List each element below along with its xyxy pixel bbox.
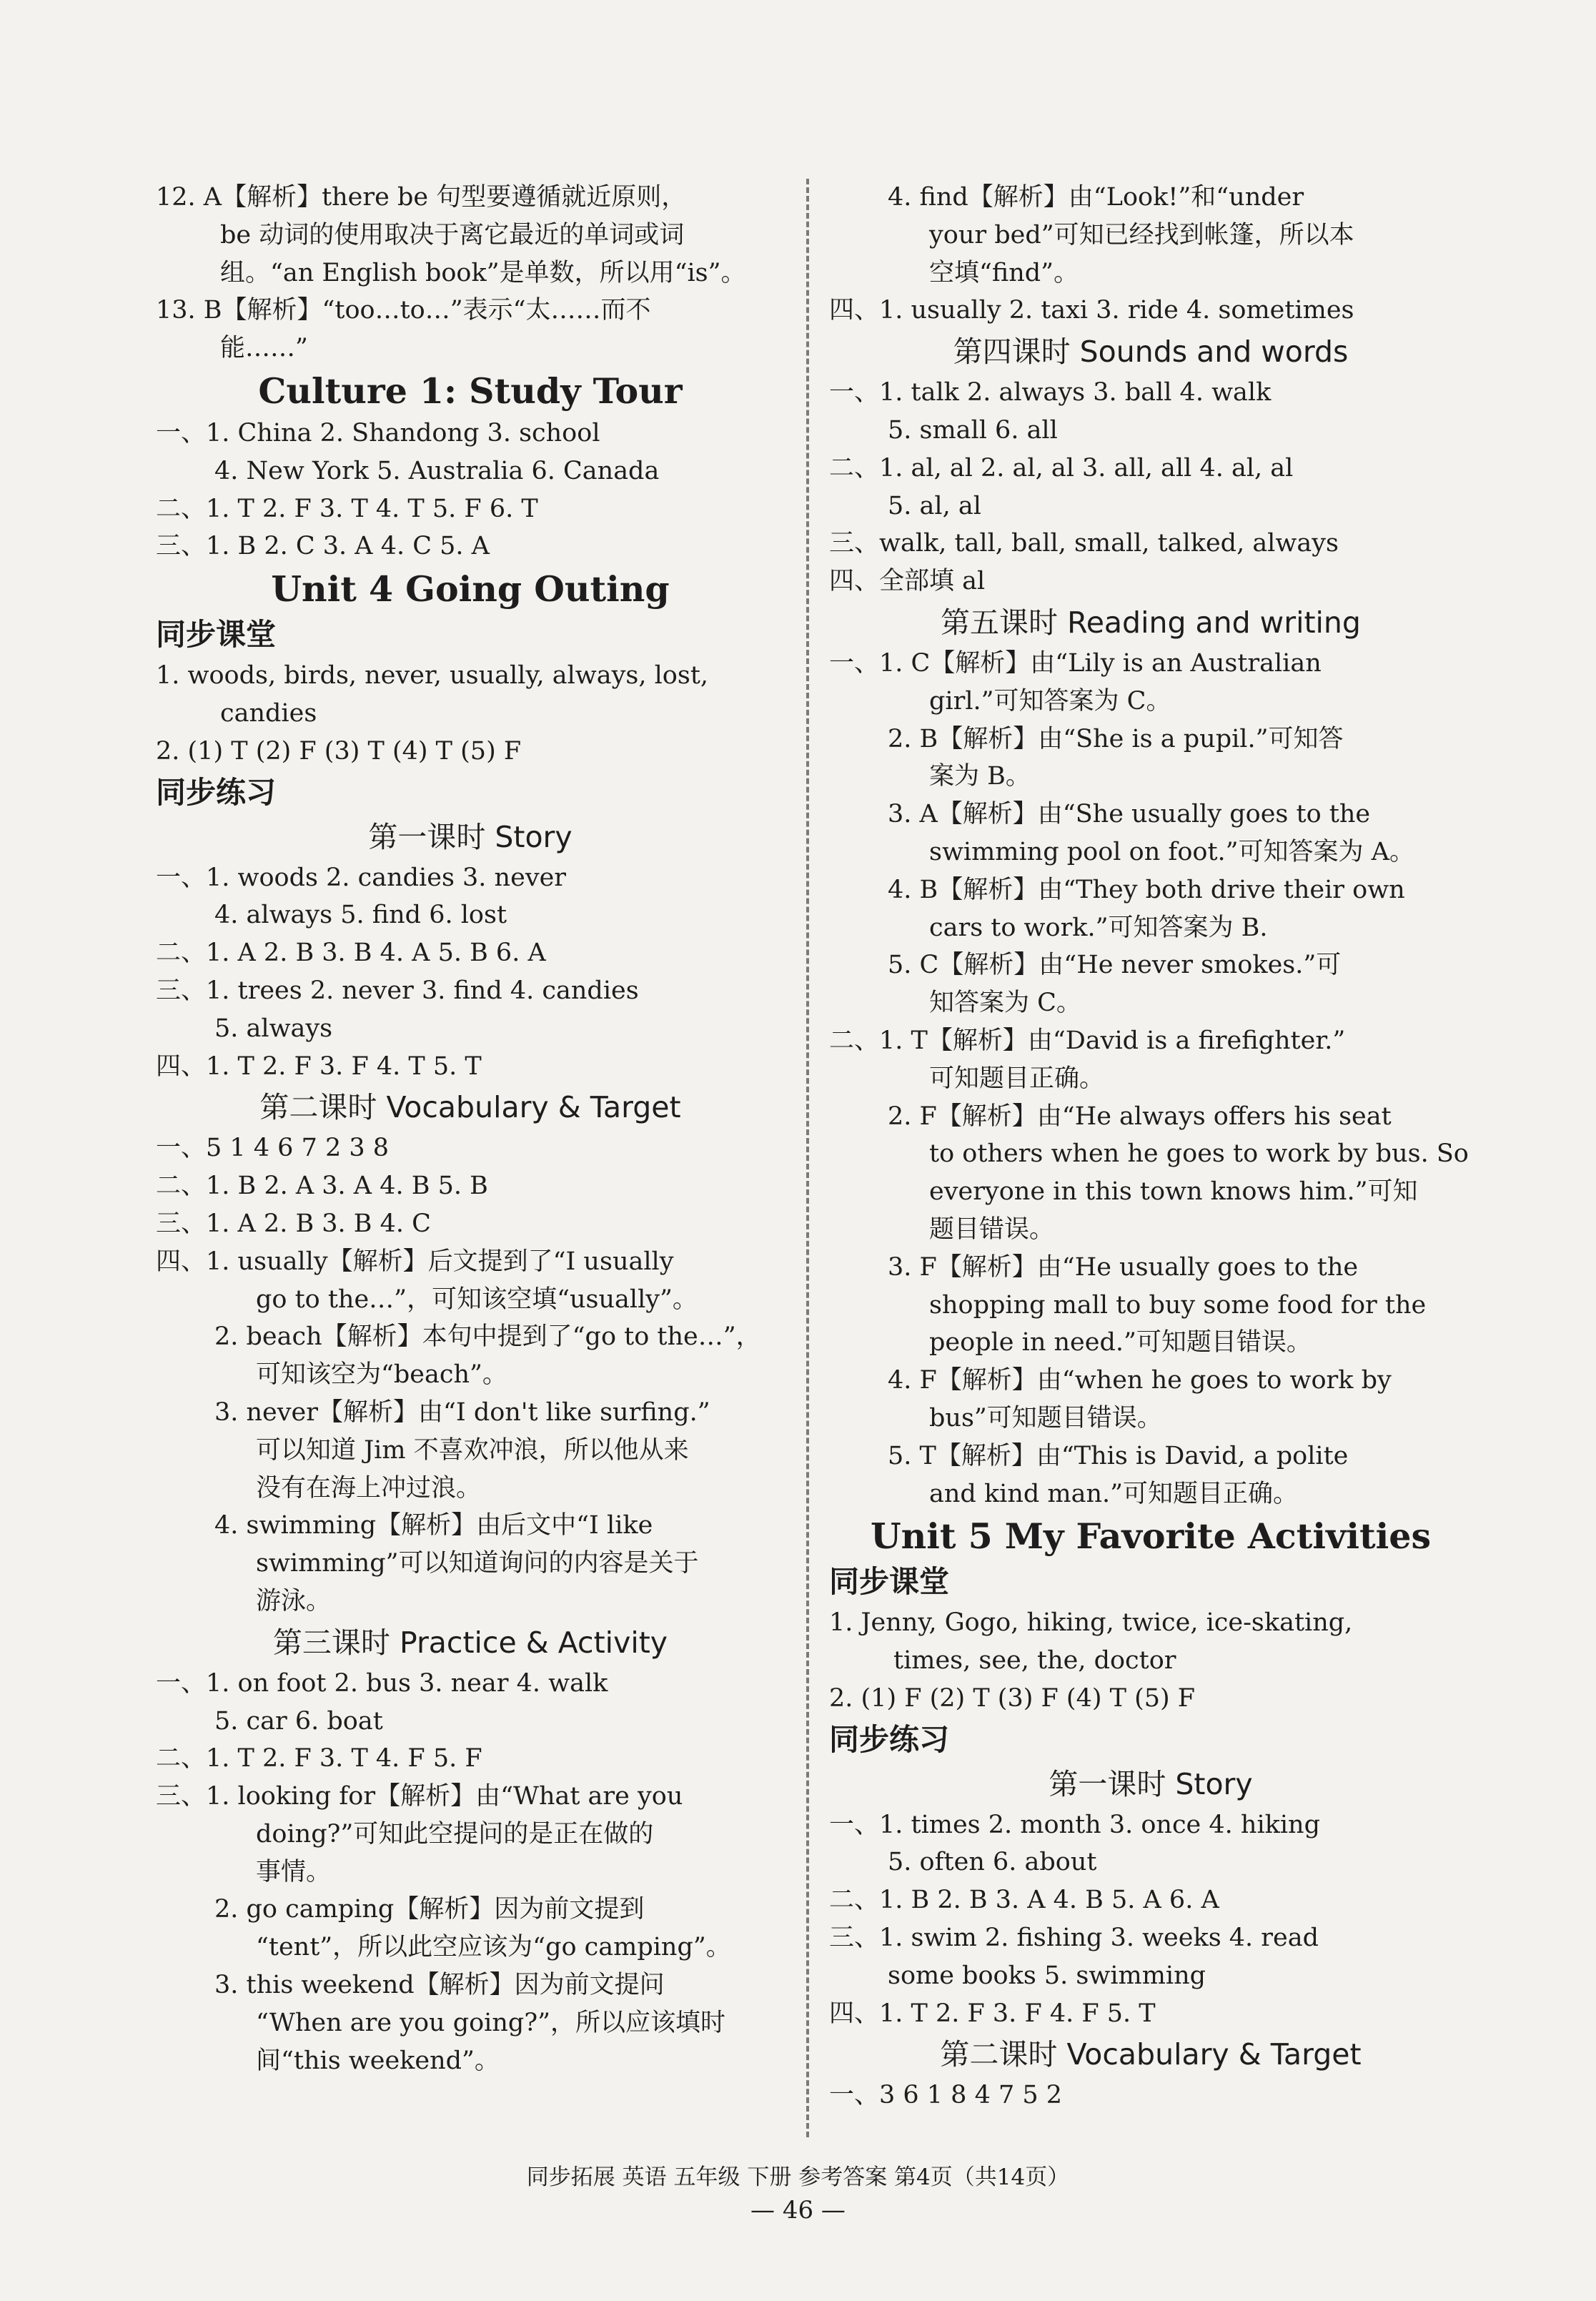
answer-line: 2. B【解析】由“She is a pupil.”可知答 bbox=[888, 724, 1344, 753]
section-heading: 同步练习 bbox=[156, 774, 277, 810]
answer-line: 一、1. China 2. Shandong 3. school bbox=[156, 418, 600, 447]
answer-line: doing?”可知此空提问的是正在做的 bbox=[256, 1819, 654, 1849]
left-column bbox=[156, 179, 785, 2079]
answer-line: 12. A【解析】there be 句型要遵循就近原则， bbox=[156, 183, 687, 212]
answer-line: 二、1. T 2. F 3. T 4. T 5. F 6. T bbox=[156, 494, 538, 523]
lesson-heading: 第一课时 Story bbox=[1049, 1766, 1253, 1801]
answer-line: 三、1. A 2. B 3. B 4. C bbox=[156, 1209, 431, 1238]
answer-line: 2. (1) T (2) F (3) T (4) T (5) F bbox=[156, 736, 522, 766]
answer-line: 3. this weekend【解析】因为前文提问 bbox=[214, 1971, 665, 2000]
answer-line: and kind man.”可知题目正确。 bbox=[929, 1479, 1299, 1508]
answer-line: 5. C【解析】由“He never smokes.”可 bbox=[888, 951, 1342, 980]
answer-line: 四、全部填 al bbox=[829, 567, 986, 596]
answer-line: 4. B【解析】由“They both drive their own bbox=[888, 875, 1405, 904]
lesson-heading: 第一课时 Story bbox=[368, 819, 573, 854]
lesson-heading: 第二课时 Vocabulary & Target bbox=[259, 1090, 681, 1125]
lesson-heading: 第四课时 Sounds and words bbox=[953, 335, 1349, 370]
answer-line: 间“this weekend”。 bbox=[256, 2046, 500, 2075]
answer-line: 5. small 6. all bbox=[888, 415, 1058, 445]
answer-line: 一、3 6 1 8 4 7 5 2 bbox=[829, 2081, 1063, 2110]
answer-line: 二、1. A 2. B 3. B 4. A 5. B 6. A bbox=[156, 939, 546, 968]
lesson-heading: 第三课时 Practice & Activity bbox=[272, 1625, 668, 1660]
answer-line: cars to work.”可知答案为 B. bbox=[929, 913, 1268, 942]
answer-line: 2. F【解析】由“He always offers his seat bbox=[888, 1102, 1392, 1131]
answer-line: 案为 B。 bbox=[929, 762, 1031, 791]
answer-line: 知答案为 C。 bbox=[929, 989, 1081, 1018]
right-column bbox=[829, 179, 1472, 2114]
answer-line: 5. always bbox=[214, 1014, 333, 1043]
answer-line: 四、1. T 2. F 3. F 4. T 5. T bbox=[156, 1051, 482, 1081]
section-heading: 同步课堂 bbox=[156, 617, 277, 653]
answer-line: be 动词的使用取决于离它最近的单词或词 bbox=[220, 220, 685, 249]
answer-line: times, see, the, doctor bbox=[893, 1646, 1176, 1676]
answer-line: 4. always 5. find 6. lost bbox=[214, 901, 507, 930]
answer-line: 二、1. B 2. A 3. A 4. B 5. B bbox=[156, 1172, 488, 1201]
answer-line: 三、1. trees 2. never 3. find 4. candies bbox=[156, 976, 639, 1005]
answer-line: 1. Jenny, Gogo, hiking, twice, ice-skating, bbox=[829, 1608, 1353, 1638]
answer-line: 5. car 6. boat bbox=[214, 1706, 383, 1736]
answer-line: 空填“find”。 bbox=[929, 258, 1079, 287]
answer-line: “When are you going?”，所以应该填时 bbox=[256, 2008, 725, 2037]
answer-line: go to the…”，可知该空填“usually”。 bbox=[256, 1285, 698, 1314]
answer-line: 游泳。 bbox=[256, 1586, 332, 1615]
answer-line: 4. swimming【解析】由后文中“I like bbox=[214, 1511, 653, 1540]
answer-line: 4. New York 5. Australia 6. Canada bbox=[214, 456, 660, 485]
answer-line: 可知该空为“beach”。 bbox=[256, 1360, 507, 1390]
answer-line: “tent”，所以此空应该为“go camping”。 bbox=[256, 1933, 731, 1962]
answer-line: 一、5 1 4 6 7 2 3 8 bbox=[156, 1134, 390, 1163]
answer-line: 四、1. usually【解析】后文提到了“I usually bbox=[156, 1247, 674, 1276]
answer-line: swimming”可以知道询问的内容是关于 bbox=[256, 1549, 699, 1578]
answer-line: 可知题目正确。 bbox=[929, 1064, 1105, 1093]
answer-line: some books 5. swimming bbox=[888, 1961, 1206, 1990]
answer-line: 一、1. on foot 2. bus 3. near 4. walk bbox=[156, 1668, 608, 1698]
answer-line: 2. go camping【解析】因为前文提到 bbox=[214, 1895, 645, 1924]
answer-line: to others when he goes to work by bus. So bbox=[929, 1139, 1469, 1169]
answer-line: 5. often 6. about bbox=[888, 1848, 1097, 1877]
answer-line: 4. find【解析】由“Look!”和“under bbox=[888, 183, 1304, 212]
answer-line: 二、1. T【解析】由“David is a firefighter.” bbox=[829, 1026, 1346, 1055]
answer-line: 三、1. B 2. C 3. A 4. C 5. A bbox=[156, 532, 490, 561]
lesson-heading: 第二课时 Vocabulary & Target bbox=[940, 2037, 1362, 2072]
section-heading: 同步课堂 bbox=[829, 1564, 950, 1600]
unit-heading: Unit 4 Going Outing bbox=[271, 568, 670, 610]
answer-line: 四、1. T 2. F 3. F 4. F 5. T bbox=[829, 1999, 1156, 2028]
answer-line: shopping mall to buy some food for the bbox=[929, 1290, 1427, 1320]
answer-line: people in need.”可知题目错误。 bbox=[929, 1328, 1312, 1357]
answer-line: 4. F【解析】由“when he goes to work by bbox=[888, 1366, 1392, 1395]
section-heading: 同步练习 bbox=[829, 1721, 950, 1757]
answer-line: 四、1. usually 2. taxi 3. ride 4. sometimes bbox=[829, 296, 1354, 325]
answer-line: everyone in this town knows him.”可知 bbox=[929, 1177, 1418, 1207]
answer-line: 组。“an English book”是单数，所以用“is”。 bbox=[220, 258, 746, 287]
unit-heading: Culture 1: Study Tour bbox=[258, 370, 683, 412]
unit-heading: Unit 5 My Favorite Activities bbox=[870, 1515, 1432, 1558]
answer-line: 5. T【解析】由“This is David, a polite bbox=[888, 1441, 1349, 1470]
answer-line: 3. A【解析】由“She usually goes to the bbox=[888, 800, 1371, 829]
answer-line: 一、1. talk 2. always 3. ball 4. walk bbox=[829, 378, 1272, 407]
footer-text: 同步拓展 英语 五年级 下册 参考答案 第4页（共14页） bbox=[526, 2164, 1070, 2190]
answer-line: 一、1. C【解析】由“Lily is an Australian bbox=[829, 648, 1322, 678]
lesson-heading: 第五课时 Reading and writing bbox=[941, 605, 1361, 640]
page-number: — 46 — bbox=[750, 2196, 846, 2225]
answer-line: 3. F【解析】由“He usually goes to the bbox=[888, 1252, 1359, 1282]
answer-line: your bed”可知已经找到帐篷，所以本 bbox=[929, 220, 1354, 249]
answer-line: 三、1. swim 2. fishing 3. weeks 4. read bbox=[829, 1924, 1319, 1953]
answer-line: 事情。 bbox=[256, 1857, 332, 1886]
answer-line: swimming pool on foot.”可知答案为 A。 bbox=[929, 837, 1414, 866]
answer-line: 三、1. looking for【解析】由“What are you bbox=[156, 1782, 683, 1811]
answer-line: 可以知道 Jim 不喜欢冲浪，所以他从来 bbox=[256, 1435, 689, 1465]
answer-line: 二、1. B 2. B 3. A 4. B 5. A 6. A bbox=[829, 1886, 1219, 1915]
answer-line: 2. beach【解析】本句中提到了“go to the…”， bbox=[214, 1322, 761, 1352]
answer-line: 能……” bbox=[220, 334, 308, 363]
answer-line: 一、1. times 2. month 3. once 4. hiking bbox=[829, 1810, 1320, 1839]
answer-line: 1. woods, birds, never, usually, always, lost, bbox=[156, 661, 709, 691]
answer-line: 3. never【解析】由“I don't like surfing.” bbox=[214, 1397, 710, 1427]
answer-line: 13. B【解析】“too…to…”表示“太……而不 bbox=[156, 296, 651, 325]
answer-line: girl.”可知答案为 C。 bbox=[929, 686, 1171, 716]
answer-line: 一、1. woods 2. candies 3. never bbox=[156, 863, 567, 892]
answer-line: 2. (1) F (2) T (3) F (4) T (5) F bbox=[829, 1683, 1196, 1713]
answer-line: 题目错误。 bbox=[929, 1214, 1055, 1244]
answer-line: 5. al, al bbox=[888, 491, 981, 520]
answer-line: 二、1. T 2. F 3. T 4. F 5. F bbox=[156, 1744, 482, 1773]
answer-line: candies bbox=[220, 698, 317, 728]
answer-line: 二、1. al, al 2. al, al 3. all, all 4. al, al bbox=[829, 453, 1294, 483]
answer-line: bus”可知题目错误。 bbox=[929, 1403, 1162, 1432]
column-divider bbox=[806, 179, 809, 2137]
answer-line: 三、walk, tall, ball, small, talked, always bbox=[829, 529, 1339, 558]
answer-line: 没有在海上冲过浪。 bbox=[256, 1473, 482, 1503]
